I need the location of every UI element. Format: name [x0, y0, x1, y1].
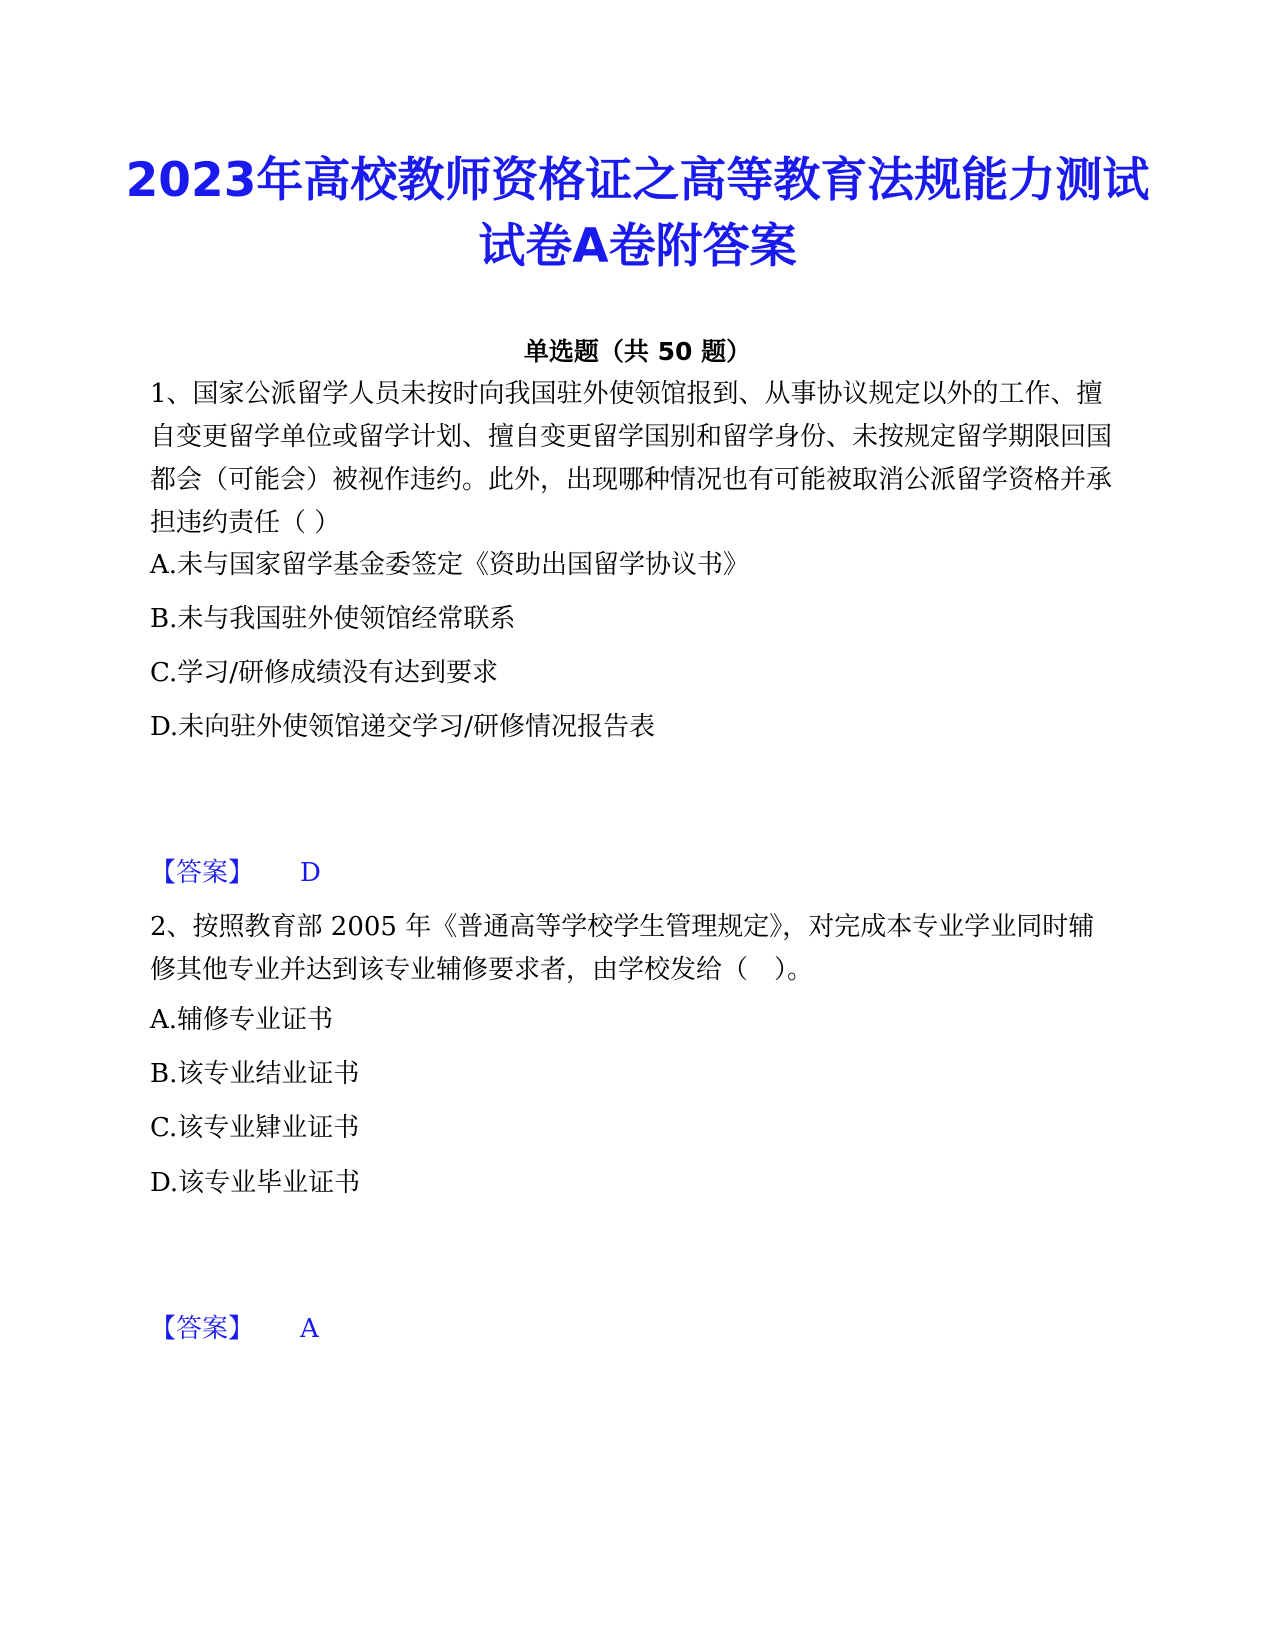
question-2-option-d: D.该专业毕业证书 [150, 1168, 361, 1198]
question-1-stem: 1、国家公派留学人员未按时向我国驻外使领馆报到、从事协议规定以外的工作、擅自变更留学单位或留学计划、擅自变更留学国别和留学身份、未按规定留学期限回国都会（可能会）被视作违约。此外，出现哪种情况也有可能被取消公派留学资格并承担违约责任（ ） [150, 379, 1113, 538]
question-1-option-d: D.未向驻外使领馆递交学习/研修情况报告表 [150, 712, 655, 742]
answer-value: D [300, 858, 321, 888]
question-1-option-a: A.未与国家留学基金委签定《资助出国留学协议书》 [150, 550, 750, 580]
answer-value: A [300, 1314, 319, 1344]
question-2-option-a: A.辅修专业证书 [150, 1005, 334, 1035]
document-title: 2023年高校教师资格证之高等教育法规能力测试试卷A卷附答案 [125, 153, 1150, 274]
question-2-option-c: C.该专业肄业证书 [150, 1113, 360, 1143]
answer-label: 【答案】 [150, 1314, 255, 1344]
question-2-option-b: B.该专业结业证书 [150, 1059, 360, 1089]
question-1-option-b: B.未与我国驻外使领馆经常联系 [150, 604, 516, 634]
question-2-answer [150, 1311, 319, 1347]
answer-label: 【答案】 [150, 858, 255, 888]
question-1-option-c: C.学习/研修成绩没有达到要求 [150, 658, 498, 688]
question-2-stem: 2、按照教育部 2005 年《普通高等学校学生管理规定》，对完成本专业学业同时辅修其他专业并达到该专业辅修要求者，由学校发给（ ）。 [150, 912, 1095, 985]
question-1-answer [150, 855, 321, 891]
section-heading: 单选题（共 50 题） [523, 337, 752, 366]
